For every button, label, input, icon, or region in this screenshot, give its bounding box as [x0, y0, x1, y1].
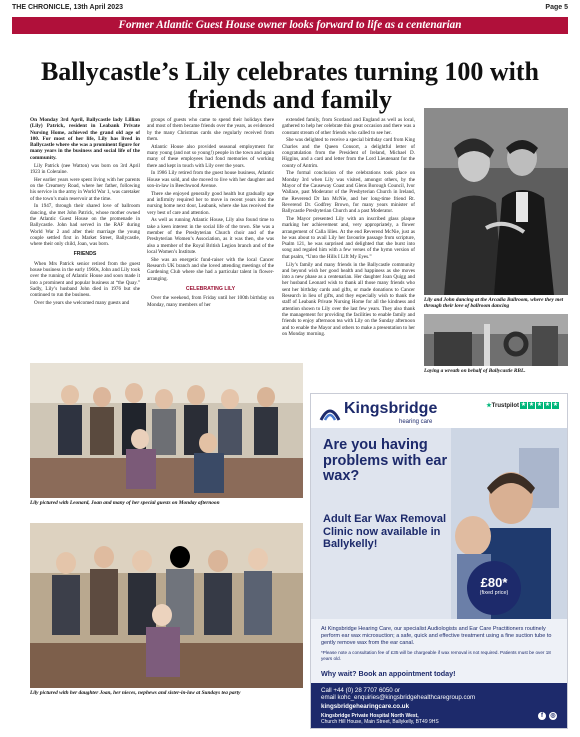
headline: Ballycastle’s Lily celebrates turning 100 with friends and family — [40, 57, 540, 114]
star-icon: ★ — [528, 402, 535, 408]
paragraph: She was delighted to receive a special birthday card from King Charles and the Queen Consort, a delightful letter of congratulation from the President of Ireland, Michael D. Higgins, and a card and letter from the Lord Lieutenant for the county of Antrim. — [282, 137, 415, 169]
caption-wreath: Laying a wreath on behalf of Ballycastle RBL. — [424, 368, 526, 374]
website-link[interactable]: kingsbridgehearingcare.co.uk — [321, 703, 410, 710]
brand-name: Kingsbridge — [344, 400, 438, 417]
kicker-banner: Former Atlantic Guest House owner looks forward to life as a centenarian — [12, 17, 568, 34]
photo-guests — [30, 363, 303, 498]
hospital-address: Church Hill House, Main Street, Ballykelly, BT49 9HS — [321, 719, 439, 725]
hospital-name: Kingsbridge Private Hospital North West, — [321, 713, 419, 719]
paragraph: There she enjoyed generally good health but gradually age and infirmity required her to move in recent years into the nursing home next door, Leabank, where she has received the very best of care and attention. — [147, 190, 274, 216]
paragraph: Atlantic House also provided seasonal employment for many young (and not so young!) people in the town and again many of these employees had fond memories of working there and kept in touch with Lily over the years. — [147, 143, 274, 169]
photo-dancing — [424, 108, 568, 295]
star-icon: ★ — [536, 402, 543, 408]
paragraph: Over the weekend, from Friday until her 100th birthday on Monday, many members of her — [147, 295, 274, 308]
advert-footer — [311, 683, 567, 729]
paragraph: She was an energetic fund-raiser with the local Cancer Research UK branch and she loved attending meetings of the Gardening Club where she had a particular talent in flower-arranging. — [147, 256, 274, 282]
article-column-3 — [282, 117, 415, 383]
caption-dancing: Lily and John dancing at the Arcadia Ballroom, where they met through their love of ballroom dancing — [424, 297, 564, 310]
instagram-icon[interactable]: ◎ — [550, 713, 556, 719]
article-column-1 — [30, 117, 140, 355]
advert-footnote: *Please note a consultation fee of £35 will be chargeable if wax removal is not required. Patients must be over 18 years old. — [321, 650, 551, 661]
advert-info — [311, 619, 567, 683]
trustpilot-text: Trustpilot — [491, 403, 519, 409]
price-value: £80* — [480, 575, 508, 590]
phone-line[interactable]: Call +44 (0) 28 7707 6050 or — [321, 687, 400, 694]
advert-cta[interactable]: Why wait? Book an appointment today! — [321, 669, 456, 678]
trustpilot-rating — [520, 402, 559, 410]
paragraph: Over the years she welcomed many guests and — [34, 300, 130, 307]
advert-hero — [311, 428, 567, 619]
paragraph: The formal conclusion of the celebrations took place on Monday 3rd when Lily was visited, amongst others, by the Mayor of the Causeway Coast and Glens Borough Council, Ivor Wallace, past Moderator of the Presbyterian Church in Ireland, the Reverend Dr Ian McNie, and her long-time friend Rt. Reverend Dr. Godfrey Brown, for many years minister of Ballycastle Presbyterian Church and a past Moderator. — [282, 170, 415, 215]
paragraph: Lily Patrick (nee Watton) was born on 3rd April 1923 in Coleraine. — [30, 162, 140, 175]
subheading-friends: FRIENDS — [73, 251, 97, 258]
trustpilot-label — [486, 402, 519, 409]
paragraph: Her earlier years were spent living with her parents on the Creamery Road, where her father, following his service in the army in World War 1, was caretaker of the town’s main reservoir at the time. — [30, 176, 140, 202]
price-badge — [467, 561, 521, 615]
page-number: Page 5 — [545, 4, 568, 11]
trustpilot-star-icon: ★ — [486, 403, 492, 409]
advert-headline: Are you having problems with ear wax? — [323, 437, 448, 484]
paragraph: As well as running Atlantic House, Lily also found time to take a keen interest in the social life of the town. She was a member of the Presbyterian Church choir and of the Presbyterian Women’s Association, as it was then, she was also a member of the Royal British Legion branch and of the local Women’s Institute. — [147, 217, 274, 255]
advert-header — [311, 394, 567, 428]
lead-paragraph: On Monday 3rd April, Ballycastle lady Lillian (Lily) Patrick, resident in Leabank Private Nursing Home, achieved the grand old age of 100. For most of her life, Lily has lived in Ballycastle where she was a prominent figure for many years in the business and social life of the community. — [30, 117, 140, 161]
paragraph: extended family, from Scotland and England as well as local, gathered to help her celebrate this great occasion and there was a constant stream of other friends who called to see her. — [282, 117, 415, 136]
brand-subtitle: hearing care — [399, 419, 433, 425]
caption-family: Lily pictured with her daughter Joan, her nieces, nephews and sister-in-law at Sundays tea party — [30, 690, 241, 696]
publication-date: THE CHRONICLE, 13th April 2023 — [12, 4, 123, 11]
paragraph: The Mayor presented Lily with an inscribed glass plaque marking her achievement and, very appropriately, a flower arrangement of Calla lilies. At the end Reverend McNie, just as he was about to avail Lily her favourite passage from scripture, Psalm 121, he was surprised and delighted that she burst into song and regaled him with a few verses of the hymn version of that psalm, “Unto the Hills I Lift My Eyes.” — [282, 215, 415, 260]
facebook-icon[interactable]: f — [538, 712, 546, 720]
kingsbridge-logo-icon — [319, 402, 341, 422]
advert-subheadline: Adult Ear Wax Removal Clinic now available in Ballykelly! — [323, 513, 447, 550]
paragraph: When Mrs Patrick senior retired from the guest house business in the early 1960s, John and Lily took over the running of Atlantic House and soon made it into a prominent and popular business at “the Quay.” Sadly, Lily’s husband John died in 1976 but she continued to run the business. — [30, 260, 140, 299]
photo-wreath — [424, 314, 568, 366]
email-line[interactable]: email kohc_enquiries@kingsbridgehealthcaregroup.com — [321, 694, 476, 701]
caption-guests: Lily pictured with Leonard, Joan and many of her special guests on Monday afternoon — [30, 500, 220, 506]
kingsbridge-advert[interactable] — [310, 393, 568, 729]
star-icon: ★ — [552, 402, 559, 408]
paragraph: Lily’s family and many friends in the Ballycastle community and beyond wish her good health and happiness as she moves into a new phase as a centenarian. Her daughter Joan Quigg and her husband Leonard wish to thank all those many friends who sent her birthday cards and gifts, or made donations to Cancer Research in lieu of gifts, and they especially wish to thank the staff of Leabank Private Nursing Home for all the kindness and attention shown to Lily over the last few years. They also thank the management for providing the facilities to enable family and friends to enjoy afternoon tea with Lily on the Sunday afternoon and to enable the Mayor and others to make a presentation to her on Monday morning. — [282, 261, 415, 337]
running-header — [12, 4, 568, 14]
paragraph: In 1986 Lily retired from the guest house business, Atlantic House was sold, and she moved to live with her daughter and son-in-law in Beechwood Avenue. — [147, 170, 274, 189]
paragraph: In 1947, through their shared love of ballroom dancing, she met John Patrick, whose mother owned the Atlantic Guest House on the promenade in Ballycastle. John had served in the RAF during World War 2 and after their marriage the young couple settled first in Market Street, Ballycastle, where their only child, Joan, was born. — [30, 203, 140, 248]
price-note: (fixed price) — [479, 590, 509, 596]
star-icon: ★ — [544, 402, 551, 408]
paragraph: groups of guests who came to spend their holidays there and most of them became friends over the years, as evidenced by the many Christmas cards she regularly received from them. — [147, 117, 274, 142]
photo-family — [30, 523, 303, 688]
star-icon: ★ — [520, 402, 527, 408]
advert-info-text: At Kingsbridge Hearing Care, our specialist Audiologists and Ear Care Practitioners routinely perform ear wax microsuction; a safe, quick and effective treatment using a fine suction tube to gently remove wax from the ear canal. — [321, 626, 552, 646]
subheading-celebrating: CELEBRATING LILY — [185, 285, 236, 292]
article-column-2 — [147, 117, 274, 355]
social-links — [538, 712, 557, 720]
